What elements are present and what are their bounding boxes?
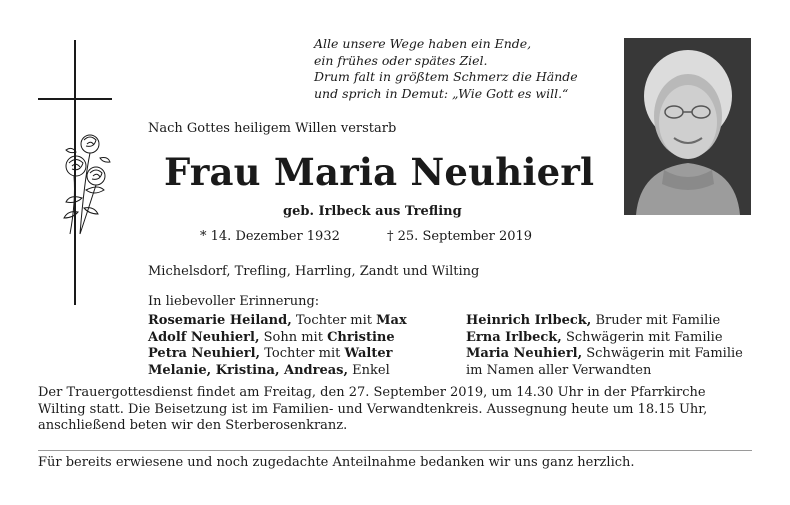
mourners-right-column: [466, 313, 743, 379]
poem-line-2: ein frühes oder spätes Ziel.: [314, 52, 488, 68]
mourner-entry: [466, 363, 743, 380]
poem: [314, 36, 578, 102]
mourner-name: Maria Neuhierl,: [466, 346, 583, 361]
portrait-photo: [624, 38, 751, 215]
mourner-entry: [148, 330, 407, 347]
mourner-name: Melanie, Kristina, Andreas,: [148, 362, 349, 378]
maiden-name: geb. Irlbeck aus Trefling: [283, 204, 462, 219]
divider: [38, 450, 752, 451]
mourner-name: Petra Neuhierl,: [148, 346, 261, 361]
mourner-entry: [466, 313, 743, 330]
mourner-relation: Bruder mit Familie: [591, 313, 721, 328]
mourner-entry: [466, 346, 743, 363]
thanks-text: Für bereits erwiesene und noch zugedachte Anteilnahme bedanken wir uns ganz herzlich.: [38, 455, 635, 470]
places-line: Michelsdorf, Trefling, Harrling, Zandt und Wilting: [148, 264, 480, 279]
poem-line-1: Alle unsere Wege haben ein Ende,: [314, 36, 532, 51]
mourner-partner: Max: [376, 313, 407, 328]
mourner-name: Rosemarie Heiland,: [148, 313, 292, 328]
mourner-name: Erna Irlbeck,: [466, 329, 562, 345]
intro-text: Nach Gottes heiligem Willen verstarb: [148, 121, 397, 136]
mourner-partner: Walter: [344, 346, 393, 361]
death-date: † 25. September 2019: [387, 229, 533, 244]
mourner-relation: Enkel: [348, 362, 390, 378]
mourner-relation: Tochter mit: [260, 346, 345, 361]
mourner-relation: Sohn mit: [259, 329, 328, 345]
memory-heading: In liebevoller Erinnerung:: [148, 294, 320, 309]
mourner-name: Adolf Neuhierl,: [148, 329, 260, 345]
mourner-entry: [148, 313, 407, 330]
mourners-left-column: [148, 313, 407, 379]
roses-icon: [60, 128, 112, 238]
mourner-relation: Schwägerin mit Familie: [582, 346, 743, 361]
mourner-entry: [466, 330, 743, 347]
mourner-name: Heinrich Irlbeck,: [466, 313, 592, 328]
mourner-entry: [148, 363, 407, 380]
mourner-relation: im Namen aller Verwandten: [466, 362, 652, 378]
deceased-name: Frau Maria Neuhierl: [164, 150, 595, 194]
mourner-partner: Christine: [327, 329, 395, 345]
poem-line-4: und sprich in Demut: „Wie Gott es will.“: [314, 85, 569, 101]
poem-line-3: Drum falt in größtem Schmerz die Hände: [314, 69, 578, 84]
birth-date: * 14. Dezember 1932: [200, 229, 340, 244]
mourner-relation: Tochter mit: [291, 313, 377, 328]
mourner-entry: [148, 346, 407, 363]
cross-icon-horizontal: [38, 98, 112, 100]
service-info: Der Trauergottesdienst findet am Freitag, den 27. September 2019, um 14.30 Uhr in der Pfarrkirche Wilting statt. Die Beisetzung ist im Familien- und Verwandtenkreis. Aussegnung heute um 18.15 Uhr, anschließend beten wir den Sterberosenkranz.: [38, 385, 708, 433]
mourner-relation: Schwägerin mit Familie: [561, 329, 723, 345]
